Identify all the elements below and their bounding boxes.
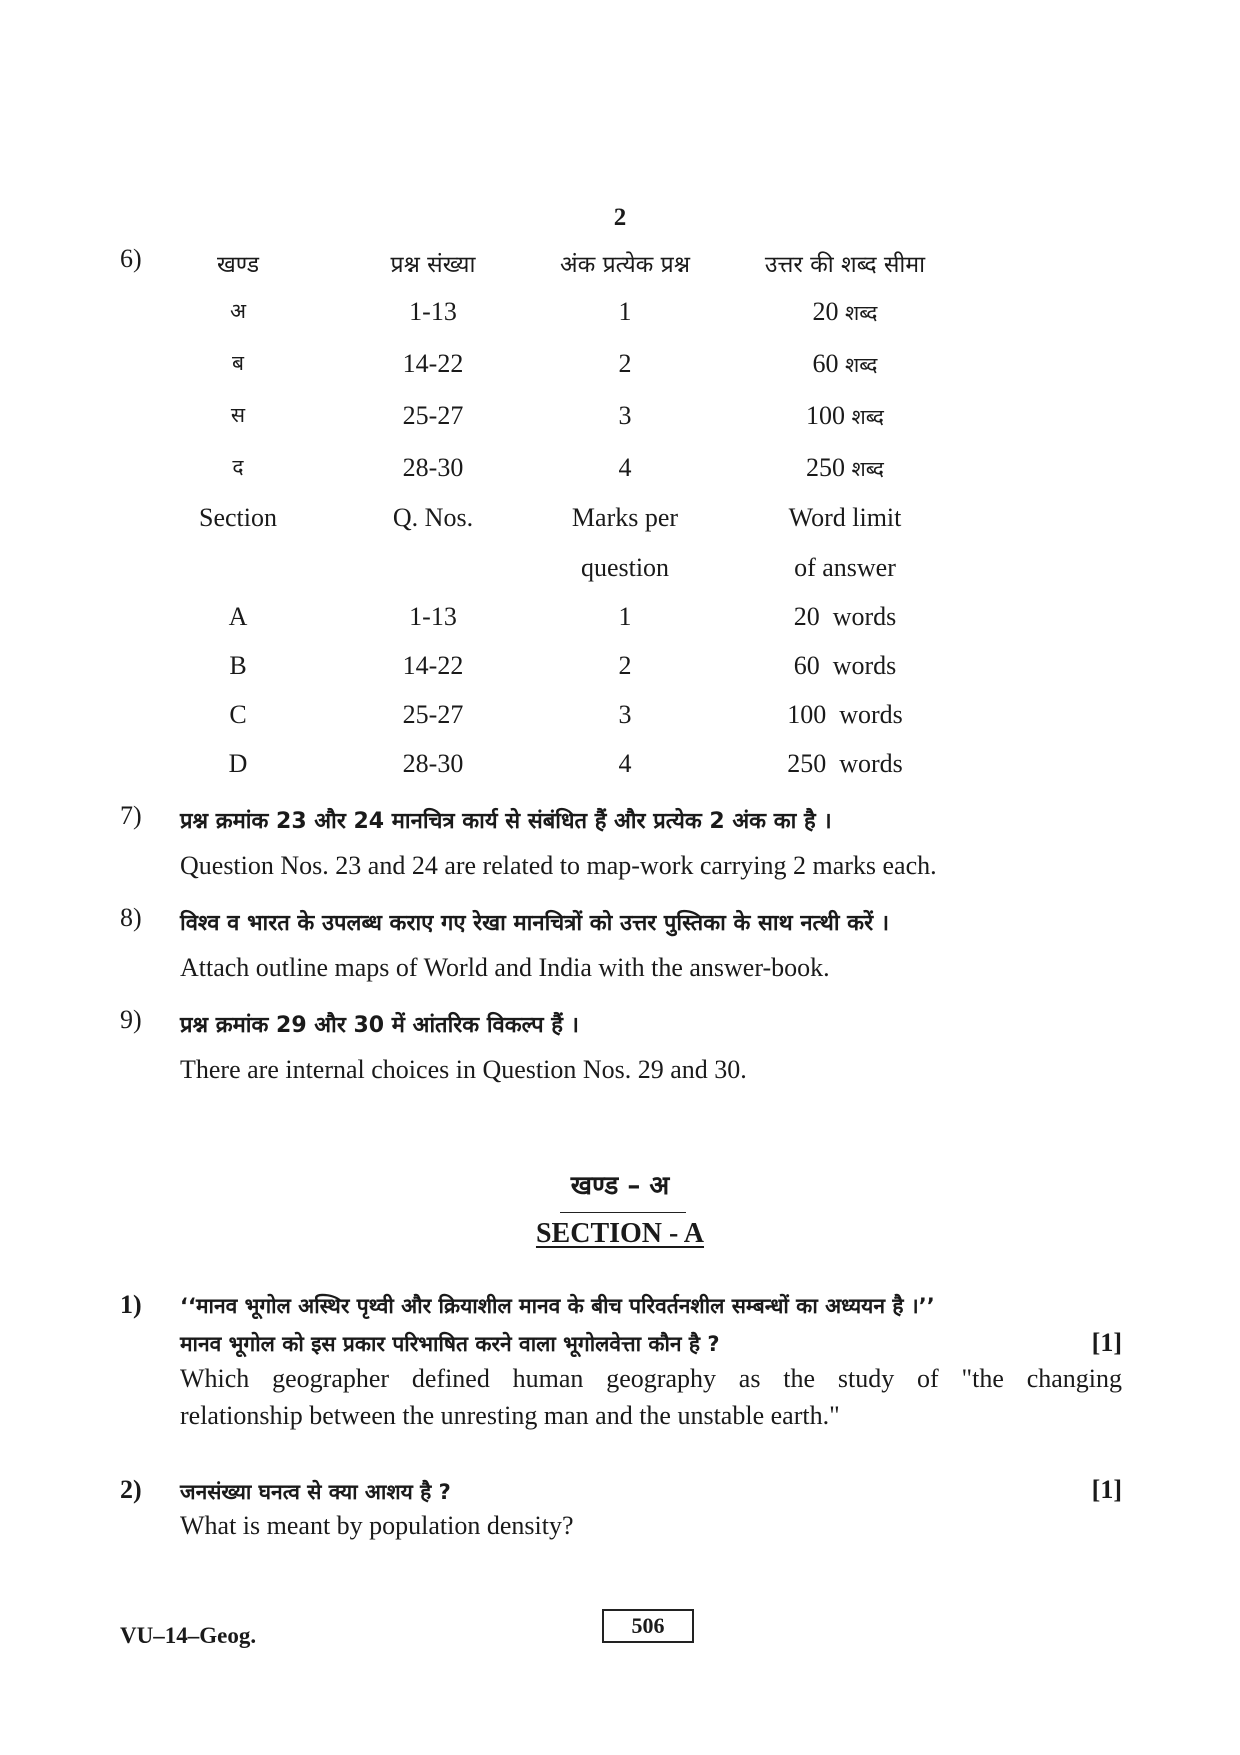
- question-2-hindi: जनसंख्या घनत्व से क्या आशय है ?: [180, 1480, 451, 1504]
- table-cell: 25-27: [402, 401, 464, 430]
- table-cell: द: [232, 455, 244, 479]
- item-number-8: 8): [120, 903, 142, 932]
- table-cell: 250 words: [787, 749, 903, 778]
- instruction-9-hindi: प्रश्न क्रमांक 29 और 30 में आंतरिक विकल्प हैं ।: [180, 1013, 579, 1038]
- table-cell: [730, 453, 960, 483]
- table-row: [0, 700, 1240, 734]
- item-number-9: 9): [120, 1005, 142, 1034]
- question-2-english: What is meant by population density?: [180, 1511, 574, 1540]
- table-cell: [730, 297, 960, 327]
- table-row: [0, 749, 1240, 783]
- question-number-2: 2): [120, 1475, 142, 1504]
- question-1-hindi-line2: मानव भूगोल को इस प्रकार परिभाषित करने वाला भूगोलवेत्ता कौन है ?: [180, 1332, 720, 1356]
- english-header-section: Section: [199, 503, 277, 532]
- table-cell: 1-13: [409, 297, 457, 326]
- question-1-english-line1: Which geographer defined human geography as the study of "the changing: [180, 1364, 1122, 1393]
- table-cell: C: [229, 700, 247, 729]
- table-cell: स: [230, 403, 246, 427]
- word-unit: शब्द: [851, 405, 884, 429]
- table-cell: 4: [618, 453, 632, 482]
- word-count: 100: [806, 401, 846, 430]
- item-number-7: 7): [120, 801, 142, 830]
- word-count: 60: [812, 349, 839, 378]
- table-row: [0, 297, 1240, 331]
- english-header-wordlimit-2: of answer: [794, 553, 896, 582]
- table-cell: [730, 349, 960, 379]
- english-header-row: [0, 503, 1240, 537]
- section-heading-hindi: खण्ड – अ: [570, 1171, 670, 1201]
- word-count: 250: [806, 453, 846, 482]
- english-header-wordlimit: Word limit: [788, 503, 902, 532]
- table-row: [0, 602, 1240, 636]
- instruction-8-hindi: विश्व व भारत के उपलब्ध कराए गए रेखा मानचित्रों को उत्तर पुस्तिका के साथ नत्थी करें ।: [180, 911, 890, 936]
- word-unit: शब्द: [845, 301, 878, 325]
- table-cell: 14-22: [402, 349, 464, 378]
- instruction-8-english: Attach outline maps of World and India with the answer-book.: [180, 953, 830, 982]
- table-cell: 3: [618, 401, 632, 430]
- table-cell: 100 words: [787, 700, 903, 729]
- question-number-1: 1): [120, 1290, 142, 1319]
- section-heading-english: SECTION - A: [535, 1218, 705, 1249]
- table-cell: 28-30: [402, 749, 464, 778]
- table-cell: 20 words: [793, 602, 897, 631]
- english-header-qnos: Q. Nos.: [392, 503, 474, 532]
- word-count: 20: [812, 297, 839, 326]
- table-cell: 60 words: [793, 651, 897, 680]
- word-unit: शब्द: [845, 353, 878, 377]
- english-header-marks: Marks per: [571, 503, 679, 532]
- table-cell: 14-22: [402, 651, 464, 680]
- table-cell: D: [228, 749, 248, 778]
- table-cell: 1: [618, 297, 632, 326]
- page-box-number: 506: [602, 1609, 694, 1643]
- table-cell: 25-27: [402, 700, 464, 729]
- instruction-7-english: Question Nos. 23 and 24 are related to map-work carrying 2 marks each.: [180, 851, 937, 880]
- instruction-7-hindi: प्रश्न क्रमांक 23 और 24 मानचित्र कार्य से संबंधित हैं और प्रत्येक 2 अंक का है ।: [180, 809, 832, 834]
- paper-code: VU–14–Geog.: [120, 1623, 257, 1648]
- table-cell: 1-13: [409, 602, 457, 631]
- question-2-marks: [1]: [1091, 1475, 1122, 1504]
- table-row: [0, 349, 1240, 383]
- english-header-row-2: [0, 553, 1240, 587]
- table-cell: 4: [618, 749, 632, 778]
- question-1-english-line2: relationship between the unresting man and the unstable earth.": [180, 1401, 840, 1430]
- hindi-header-row: [0, 247, 1240, 281]
- page-number: 2: [613, 204, 627, 231]
- table-cell: B: [229, 651, 247, 680]
- table-cell: 2: [618, 651, 632, 680]
- table-cell: ब: [232, 351, 244, 375]
- english-header-marks-2: question: [580, 553, 670, 582]
- item-number-6: 6): [120, 244, 142, 273]
- table-cell: [730, 401, 960, 431]
- table-cell: A: [228, 602, 248, 631]
- question-1-marks: [1]: [1091, 1328, 1122, 1357]
- word-unit: शब्द: [851, 457, 884, 481]
- table-cell: 3: [618, 700, 632, 729]
- hindi-header-wordlimit: उत्तर की शब्द सीमा: [764, 252, 926, 278]
- section-divider: [560, 1212, 686, 1213]
- table-row: [0, 651, 1240, 685]
- table-cell: अ: [229, 299, 247, 323]
- hindi-header-qnos: प्रश्न संख्या: [390, 252, 476, 278]
- table-cell: 1: [618, 602, 632, 631]
- hindi-header-marks: अंक प्रत्येक प्रश्न: [560, 252, 690, 278]
- table-row: [0, 401, 1240, 435]
- table-row: [0, 453, 1240, 487]
- table-cell: 2: [618, 349, 632, 378]
- table-cell: 28-30: [402, 453, 464, 482]
- question-1-hindi-line1: ‘‘मानव भूगोल अस्थिर पृथ्वी और क्रियाशील मानव के बीच परिवर्तनशील सम्बन्धों का अध्ययन है ।’’: [180, 1294, 935, 1318]
- instruction-9-english: There are internal choices in Question Nos. 29 and 30.: [180, 1055, 747, 1084]
- hindi-header-section: खण्ड: [216, 252, 260, 278]
